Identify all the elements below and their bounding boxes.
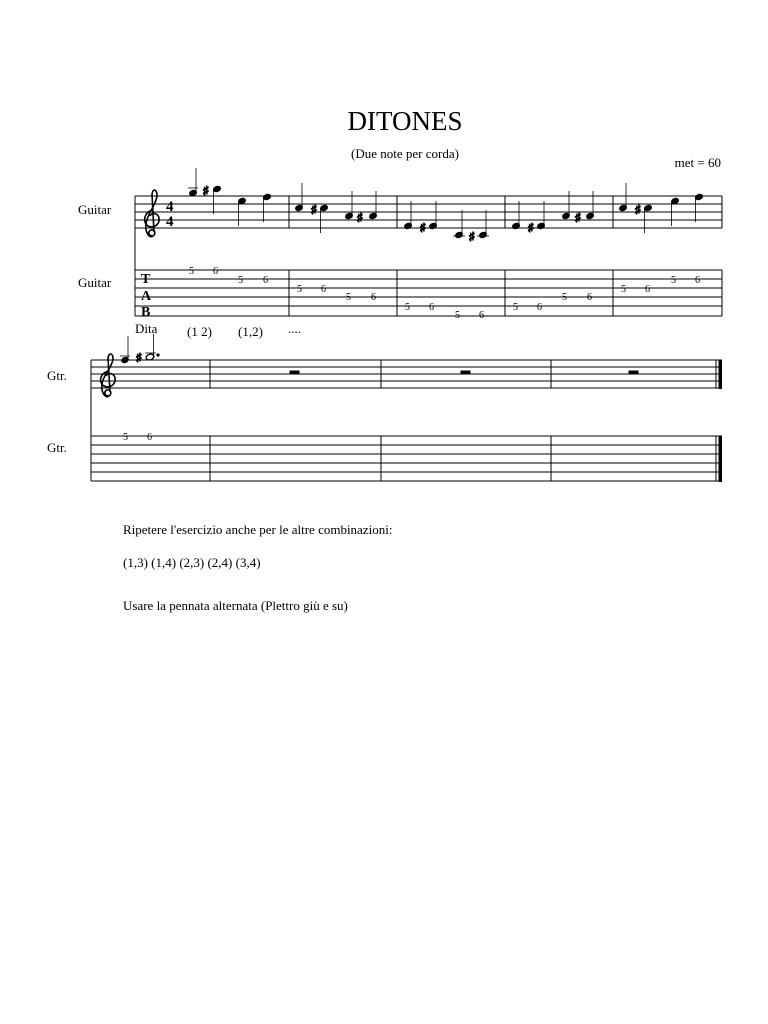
time-signature-numerator: 4 (166, 199, 174, 215)
tab-number: 6 (695, 275, 700, 286)
tab-number: 6 (479, 310, 484, 321)
tempo-marking: met = 60 (674, 155, 721, 170)
tab-clef-b: B (141, 305, 151, 320)
tab-number: 5 (189, 266, 194, 277)
tab-number: 5 (455, 310, 460, 321)
tab-number: 5 (238, 275, 243, 286)
page-title: DITONES (347, 106, 463, 136)
svg-text:♯: ♯ (469, 231, 475, 243)
tab-number: 5 (562, 292, 567, 303)
fingering-mark: (1,2) (238, 324, 263, 339)
instruction-text: Ripetere l'esercizio anche per le altre combinazioni: (123, 522, 393, 537)
tab-number: 5 (621, 284, 626, 295)
tab-number: 6 (321, 284, 326, 295)
whole-rest-icon (290, 371, 299, 374)
tab-number: 6 (147, 432, 152, 443)
fingering-label: Dita (135, 321, 158, 336)
system1-barlines (135, 196, 722, 316)
combinations-text: (1,3) (1,4) (2,3) (2,4) (3,4) (123, 555, 261, 570)
tab-number: 5 (671, 275, 676, 286)
tab-clef-t: T (141, 272, 151, 287)
system2-tab-staff (91, 436, 722, 481)
notes-system1 (188, 168, 703, 243)
tab-number: 6 (213, 266, 218, 277)
svg-text:♯: ♯ (575, 212, 581, 224)
svg-text:♯: ♯ (528, 222, 534, 234)
tab-label-gtr: Gtr. (47, 440, 67, 455)
tab-number: 6 (371, 292, 376, 303)
tab-number: 6 (537, 302, 542, 313)
tab-number: 5 (346, 292, 351, 303)
tab-number: 5 (123, 432, 128, 443)
whole-rest-icon (461, 371, 470, 374)
tab-number: 6 (645, 284, 650, 295)
tab-number: 6 (429, 302, 434, 313)
svg-text:♯: ♯ (357, 212, 363, 224)
svg-text:♯: ♯ (311, 204, 317, 216)
time-signature-denominator: 4 (166, 214, 174, 230)
notes-system2 (120, 334, 638, 374)
fingering-mark: (1 2) (187, 324, 212, 339)
staff-label-guitar: Guitar (78, 202, 112, 217)
tab-number: 5 (405, 302, 410, 313)
whole-rest-icon (629, 371, 638, 374)
treble-clef-icon (145, 190, 160, 237)
svg-text:♯: ♯ (203, 185, 209, 197)
tab-number: 6 (587, 292, 592, 303)
page-subtitle: (Due note per corda) (351, 146, 459, 161)
tab-number: 5 (513, 302, 518, 313)
svg-text:♯: ♯ (136, 352, 142, 364)
system1-staff (135, 196, 722, 228)
svg-text:♯: ♯ (635, 204, 641, 216)
staff-label-gtr: Gtr. (47, 368, 67, 383)
tab-numbers-system1 (189, 266, 700, 321)
tab-number: 6 (263, 275, 268, 286)
picking-text: Usare la pennata alternata (Plettro giù e su) (123, 598, 348, 613)
fingering-mark: .... (288, 321, 301, 336)
final-barline (719, 436, 723, 482)
tab-numbers-system2 (123, 432, 152, 443)
tab-label-guitar: Guitar (78, 275, 112, 290)
svg-text:♯: ♯ (420, 222, 426, 234)
system2-staff (91, 360, 722, 388)
tab-number: 5 (297, 284, 302, 295)
final-barline (719, 360, 723, 389)
tab-clef-a: A (141, 289, 152, 304)
